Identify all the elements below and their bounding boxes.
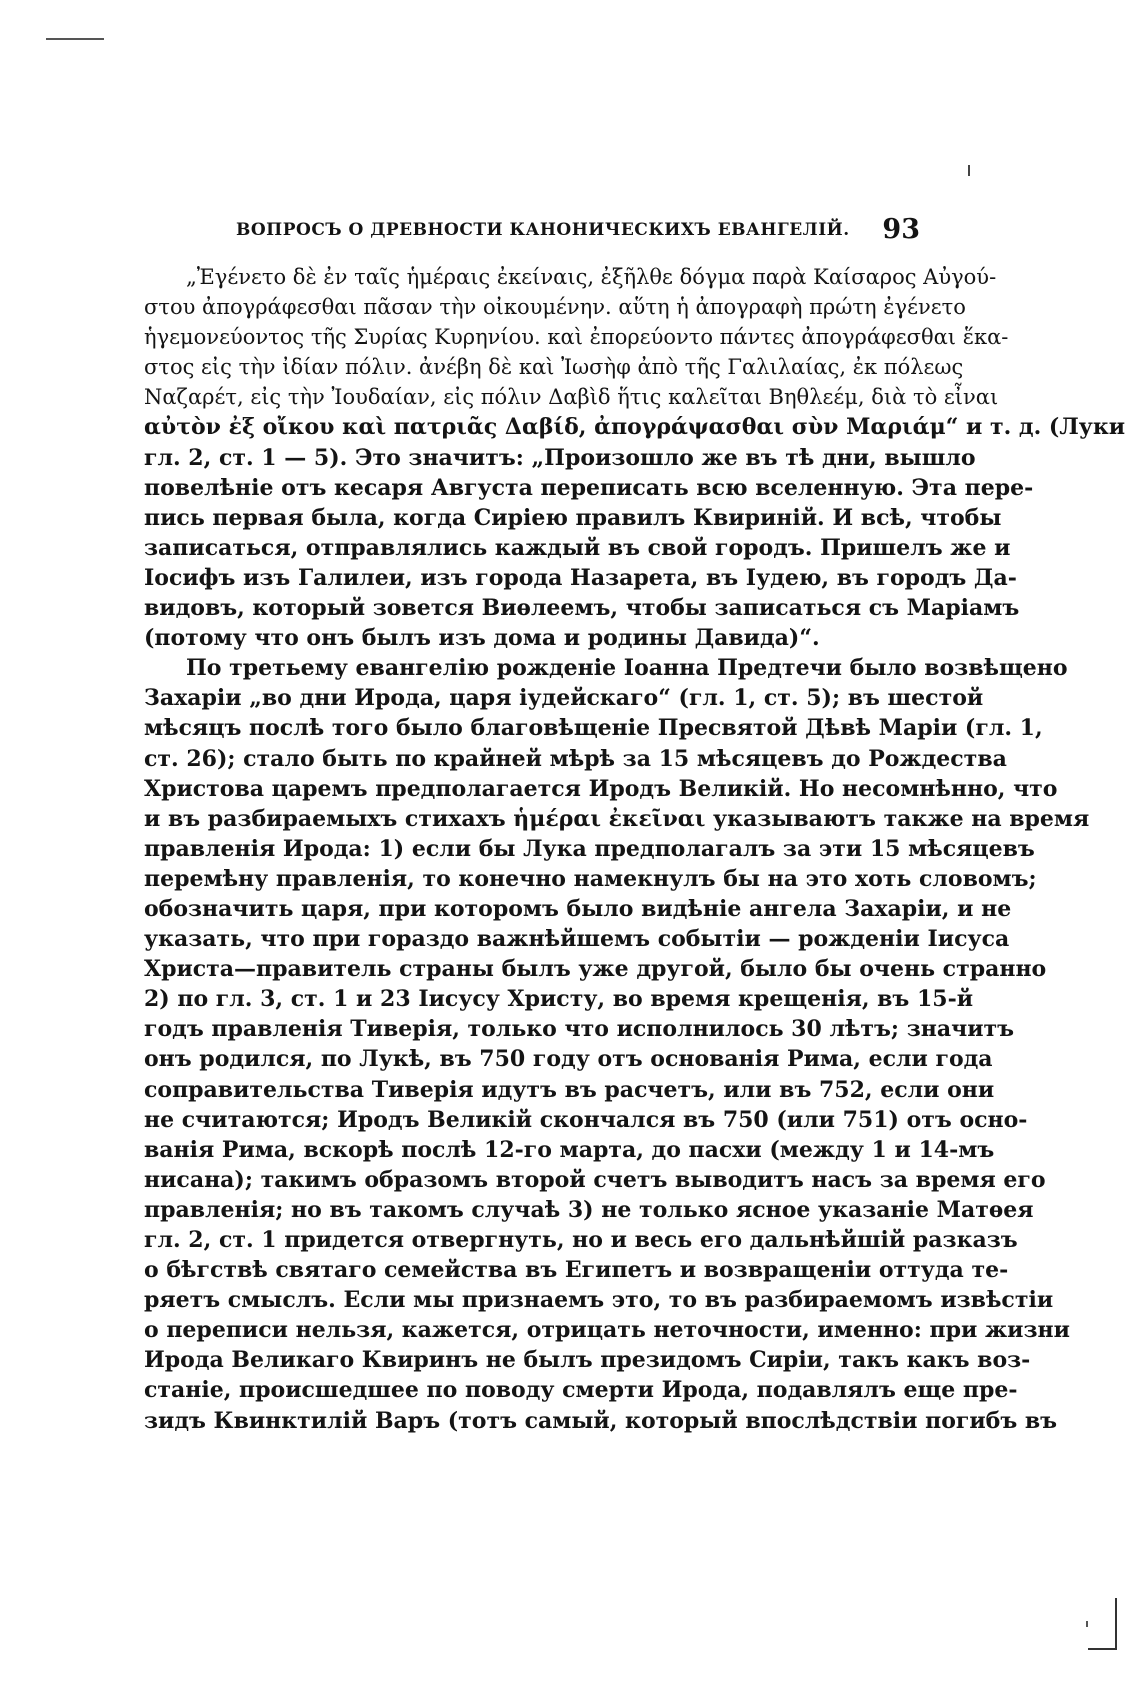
text-line: о переписи нельзя, кажется, отрицать неточности, именно: при жизни [144,1317,1070,1344]
text-line: зидъ Квинктилій Варъ (тотъ самый, который впослѣдствіи погибъ въ [144,1407,1058,1434]
text-line: правленія Ирода: 1) если бы Лука предполагалъ за эти 15 мѣсяцевъ [144,835,1035,862]
text-line: ванія Рима, вскорѣ послѣ 12-го марта, до пасхи (между 1 и 14-мъ [144,1136,995,1163]
text-line: пись первая была, когда Сиріею правилъ Квириній. И всѣ, чтобы [144,504,1002,531]
text-line: о бѣгствѣ святаго семейства въ Египетъ и возвращеніи оттуда те- [144,1257,1009,1284]
text-line: указать, что при гораздо важнѣйшемъ событіи — рожденіи Іисуса [144,926,1010,953]
text-line: 2) по гл. 3, ст. 1 и 23 Іисусу Христу, во время крещенія, въ 15-й [144,986,974,1013]
scan-tick-mark [1086,1621,1088,1627]
text-line: ст. 26); стало быть по крайней мѣрѣ за 15 мѣсяцевъ до Рождества [144,745,1007,772]
text-line: ряетъ смыслъ. Если мы признаемъ это, то въ разбираемомъ извѣстіи [144,1287,1054,1314]
text-line: мѣсяцъ послѣ того было благовѣщеніе Пресвятой Дѣвѣ Маріи (гл. 1, [144,715,1043,742]
text-line: „Ἐγένετο δὲ ἐν ταῖς ἡμέραις ἐκείναις, ἐξῆλθε δόγμα παρὰ Καίσαρος Αὐγού- [186,265,997,289]
text-line: правленія; но въ такомъ случаѣ 3) не только ясное указаніе Матѳея [144,1196,1034,1223]
text-line: повелѣніе отъ кесаря Августа переписать всю вселенную. Эта пере- [144,474,1034,501]
text-line: и въ разбираемыхъ стихахъ ἡμέραι ἐκεῖναι указываютъ также на время [144,805,1090,832]
text-line: στου ἀπογράφεσθαι πᾶσαν τὴν οἰκουμένην. αὕτη ἡ ἀπογραφὴ πρώτη ἐγένετο [144,295,966,320]
scan-tick-mark [968,165,970,176]
body-text [144,262,1126,1436]
page-number: 93 [882,214,920,245]
running-head: ВОПРОСЪ О ДРЕВНОСТИ КАНОНИЧЕСКИХЪ ЕВАНГЕЛІЙ. [236,220,850,240]
page-header [150,214,920,246]
text-line: (потому что онъ былъ изъ дома и родины Давида)“. [144,625,820,652]
text-line: Іосифъ изъ Галилеи, изъ города Назарета, въ Іудею, въ городъ Да- [144,564,1017,591]
text-line: Ναζαρέτ, εἰς τὴν Ἰουδαίαν, εἰς πόλιν Δαβὶδ ἥτις καλεῖται Βηθλεέμ, διὰ τὸ εἶναι [144,385,999,410]
text-line: перемѣну правленія, то конечно намекнулъ бы на это хоть словомъ; [144,865,1037,892]
text-line: видовъ, который зовется Виѳлеемъ, чтобы записаться съ Маріамъ [144,595,1020,622]
text-line: αὐτὸν ἐξ οἴκου καὶ πατριᾶς Δαβίδ, ἀπογράψασθαι σὺν Μαριάμ“ и т. д. (Луки [144,414,1126,441]
text-line: στος εἰς τὴν ἰδίαν πόλιν. ἀνέβη δὲ καὶ Ἰωσὴφ ἀπὸ τῆς Γαλιλαίας, ἐκ πόλεως [144,355,964,380]
text-line: Христа—правитель страны былъ уже другой, было бы очень странно [144,956,1047,983]
text-line: не считаются; Иродъ Великій скончался въ 750 (или 751) отъ осно- [144,1106,1028,1133]
text-line: обозначить царя, при которомъ было видѣніе ангела Захаріи, и не [144,895,1012,922]
text-line: Захаріи „во дни Ирода, царя іудейскаго“ (гл. 1, ст. 5); въ шестой [144,685,984,712]
text-line: гл. 2, ст. 1 придется отвергнуть, но и весь его дальнѣйшій разказъ [144,1227,1018,1253]
text-line: Ирода Великаго Квиринъ не былъ президомъ Сиріи, такъ какъ воз- [144,1347,1031,1374]
text-line: станіе, происшедшее по поводу смерти Ирода, подавлялъ еще пре- [144,1377,1018,1404]
text-line: соправительства Тиверія идутъ въ расчетъ, или въ 752, если они [144,1076,995,1103]
text-line: ἡγεμονεύοντος τῆς Συρίας Κυρηνίου. καὶ ἐπορεύοντο πάντες ἀπογράφεσθαι ἕκα- [144,325,1009,350]
text-line: онъ родился, по Лукѣ, въ 750 году отъ основанія Рима, если года [144,1046,993,1073]
text-line: записаться, отправлялись каждый въ свой городъ. Пришелъ же и [144,534,1011,561]
text-line: Христова царемъ предполагается Иродъ Великій. Но несомнѣнно, что [144,775,1058,802]
text-line: По третьему евангелію рожденіе Іоанна Предтечи было возвѣщено [186,655,1068,682]
text-line: нисана); такимъ образомъ второй счетъ выводитъ насъ за время его [144,1166,1046,1193]
text-line: гл. 2, ст. 1 — 5). Это значитъ: „Произошло же въ тѣ дни, вышло [144,444,976,471]
text-line: годъ правленія Тиверія, только что исполнилось 30 лѣтъ; значитъ [144,1016,1015,1043]
scan-corner-mark [1115,1598,1117,1650]
scan-edge-mark [46,38,104,40]
scan-corner-mark [1088,1648,1117,1650]
